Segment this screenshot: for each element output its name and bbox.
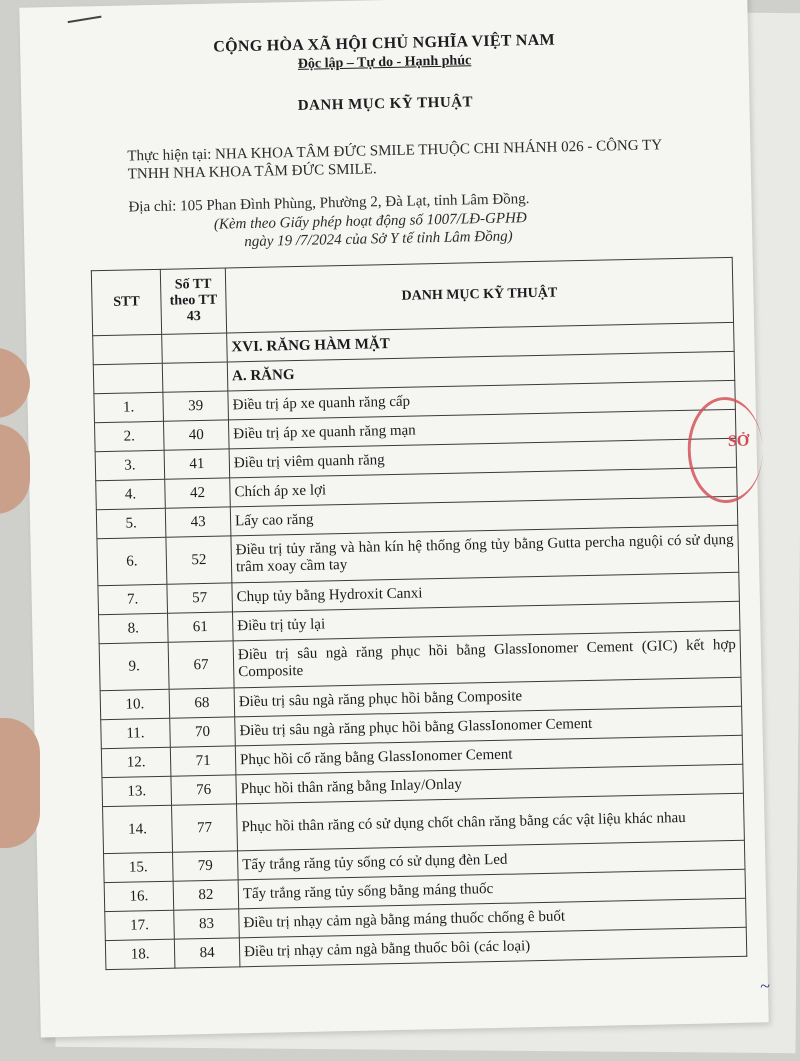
row-name: Điều trị áp xe quanh răng cấp: [228, 380, 735, 420]
row-stt: 12.: [101, 747, 171, 777]
subsection-title: A. RĂNG: [227, 351, 734, 391]
document-page: [19, 0, 768, 1038]
row-stt: 16.: [104, 881, 174, 911]
row-name: Điều trị nhạy cảm ngà bằng thuốc bôi (các loại): [239, 927, 746, 967]
header-stt: STT: [91, 269, 161, 335]
row-stt: 15.: [104, 852, 174, 882]
finger: [0, 424, 30, 514]
row-so-tt: 76: [171, 775, 237, 805]
row-stt: 11.: [101, 718, 171, 748]
row-name: Điều trị sâu ngà răng phục hồi bằng GlassIonomer Cement: [235, 706, 742, 746]
row-stt: 14.: [103, 805, 173, 853]
document-title: DANH MỤC KỸ THUẬT: [297, 94, 474, 114]
row-stt: 2.: [95, 421, 165, 451]
table-body: [93, 322, 747, 969]
row-name: Chụp tủy bằng Hydroxit Canxi: [232, 572, 739, 612]
row-name: Phục hồi cổ răng bằng GlassIonomer Cement: [235, 735, 742, 775]
row-so-tt: 42: [165, 478, 231, 508]
row-stt: 18.: [105, 939, 175, 969]
row-so-tt: 70: [170, 717, 236, 747]
row-name: Phục hồi thân răng bằng Inlay/Onlay: [236, 764, 743, 804]
row-stt: 17.: [105, 910, 175, 940]
finger: [0, 348, 30, 418]
row-stt: 10.: [100, 689, 170, 719]
row-stt: 13.: [102, 776, 172, 806]
row-so-tt: 52: [166, 536, 232, 584]
row-name: Tẩy trắng răng tủy sống bằng máng thuốc: [238, 869, 745, 909]
license-line-2: ngày 19 /7/2024 của Sở Y tế tỉnh Lâm Đồng): [244, 228, 513, 251]
technique-table: [91, 257, 748, 970]
header-so-tt: Số TT theo TT 43: [160, 268, 226, 334]
stamp-text: SỞ: [727, 432, 750, 450]
row-name: Điều trị áp xe quanh răng mạn: [228, 409, 735, 449]
row-so-tt: 41: [164, 449, 230, 479]
row-so-tt: 39: [163, 391, 229, 421]
section-title: XVI. RĂNG HÀM MẶT: [227, 322, 734, 362]
license-line-1: (Kèm theo Giấy phép hoạt động số 1007/LĐ-GPHĐ: [213, 210, 527, 233]
handwritten-mark: ~: [760, 976, 770, 996]
row-so-tt: 77: [172, 804, 238, 852]
row-name: Lấy cao răng: [230, 496, 737, 536]
row-name: Tẩy trắng răng tủy sống có sử dụng đèn Led: [237, 840, 744, 880]
row-stt: 4.: [96, 479, 166, 509]
row-so-tt: 83: [174, 909, 240, 939]
row-name: Chích áp xe lợi: [230, 467, 737, 507]
row-name: Điều trị sâu ngà răng phục hồi bằng Composite: [234, 677, 741, 717]
facility-line: Thực hiện tại: NHA KHOA TÂM ĐỨC SMILE THUỘC CHI NHÁNH 026 - CÔNG TY TNHH NHA KHOA TÂM ĐỨC SMILE.: [127, 137, 662, 183]
row-so-tt: 43: [165, 507, 231, 537]
row-name: Điều trị nhạy cảm ngà bằng máng thuốc chống ê buốt: [239, 898, 746, 938]
header-name: DANH MỤC KỸ THUẬT: [225, 257, 733, 333]
country-heading: CỘNG HÒA XÃ HỘI CHỦ NGHĨA VIỆT NAM: [213, 31, 556, 56]
row-name: Phục hồi thân răng có sử dụng chốt chân răng bằng các vật liệu khác nhau: [237, 793, 745, 851]
pen-dash-mark: [68, 16, 102, 23]
row-so-tt: 67: [168, 641, 234, 689]
thumb: [0, 718, 40, 848]
row-stt: 3.: [95, 450, 165, 480]
row-name: Điều trị viêm quanh răng: [229, 438, 736, 478]
address-line: Địa chỉ: 105 Phan Đình Phùng, Phường 2, Đà Lạt, tỉnh Lâm Đồng.: [128, 191, 530, 216]
motto-heading: Độc lập – Tự do - Hạnh phúc: [297, 53, 472, 72]
row-stt: 6.: [97, 537, 167, 585]
row-name: Điều trị tủy lại: [232, 601, 739, 641]
row-so-tt: 84: [174, 938, 240, 968]
row-stt: 9.: [99, 642, 169, 690]
row-stt: 5.: [96, 508, 166, 538]
row-stt: 8.: [99, 613, 169, 643]
row-stt: 1.: [94, 392, 164, 422]
row-so-tt: 40: [163, 420, 229, 450]
row-so-tt: 61: [168, 612, 234, 642]
row-so-tt: 68: [169, 688, 235, 718]
row-so-tt: 79: [173, 851, 239, 881]
row-so-tt: 71: [170, 746, 236, 776]
row-so-tt: 57: [167, 583, 233, 613]
row-name: Điều trị tủy răng và hàn kín hệ thống ống tủy bằng Gutta percha nguội có sử dụng trâm xoay cầm tay: [231, 525, 739, 583]
row-name: Điều trị sâu ngà răng phục hồi bằng GlassIonomer Cement (GIC) kết hợp Composite: [233, 630, 741, 688]
row-stt: 7.: [98, 584, 168, 614]
row-so-tt: 82: [173, 880, 239, 910]
